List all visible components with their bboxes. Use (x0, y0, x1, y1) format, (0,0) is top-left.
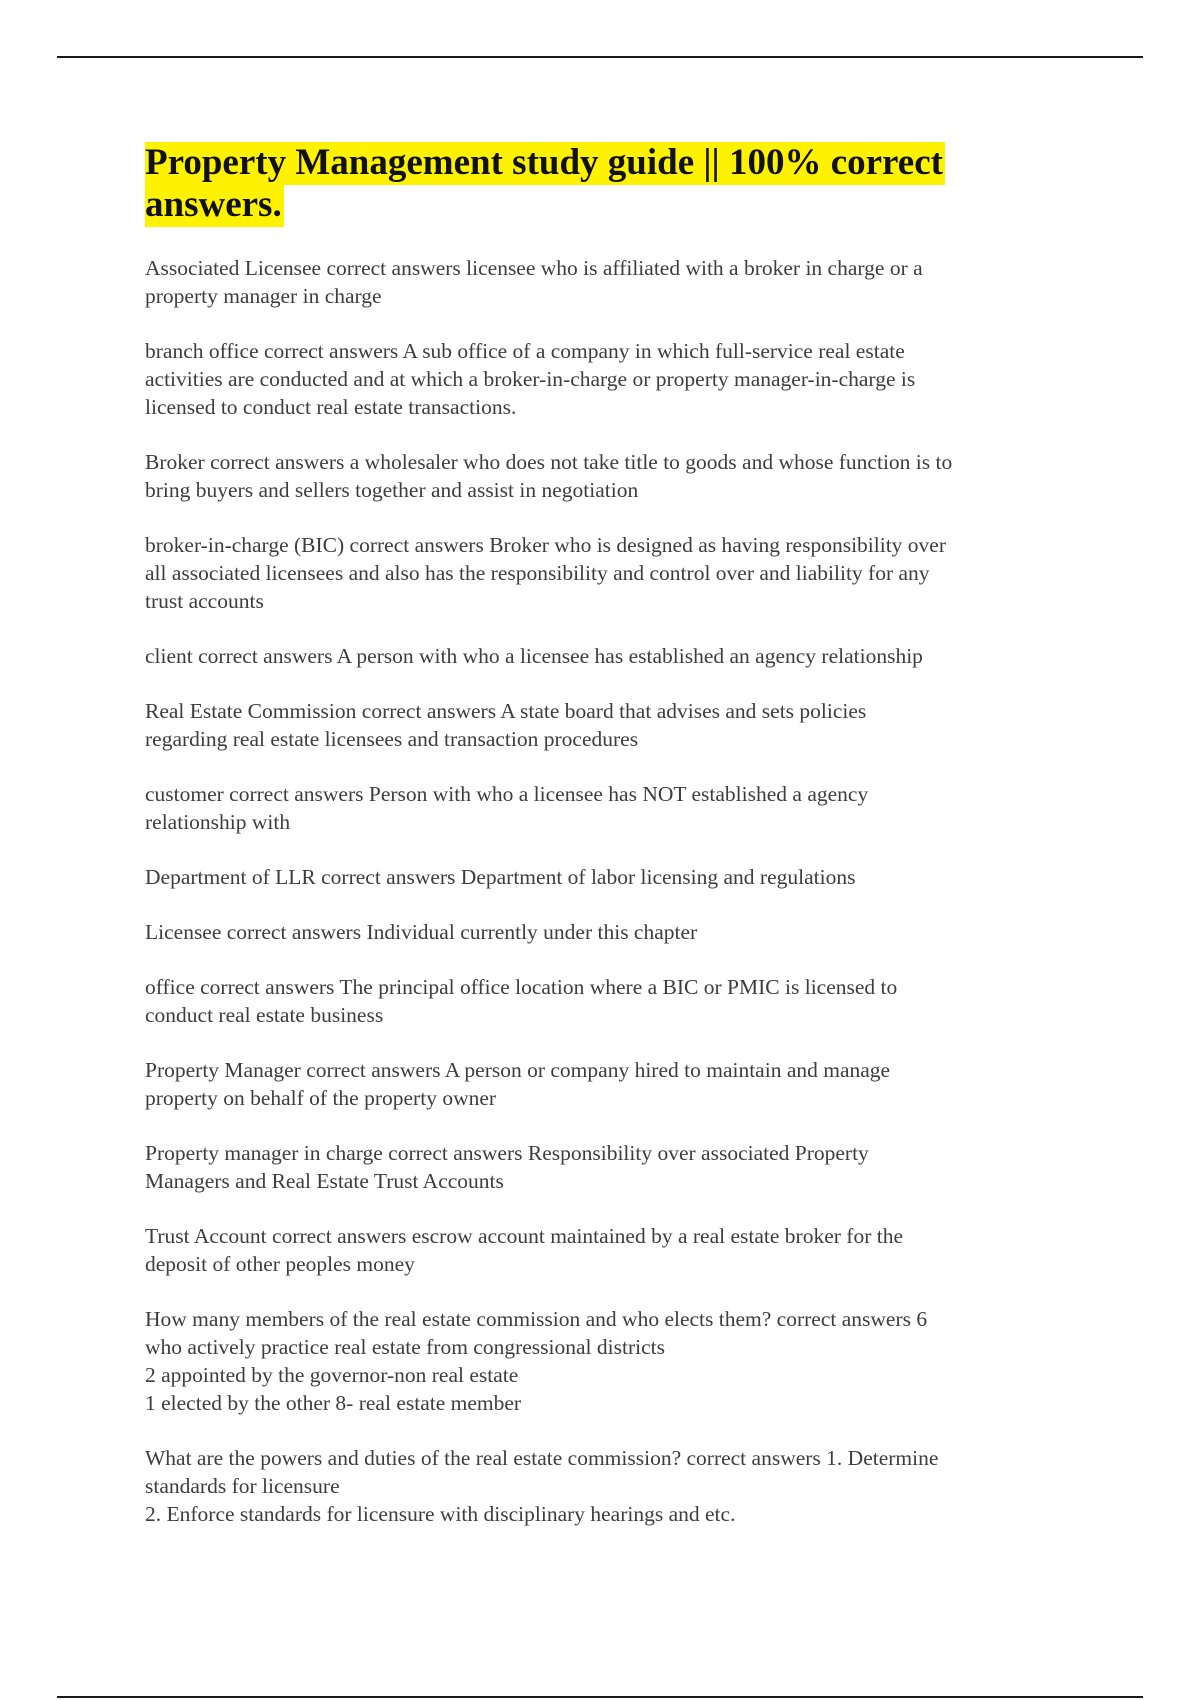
bottom-rule (57, 1696, 1143, 1698)
document-title (145, 142, 945, 226)
definition-line: trust accounts (145, 589, 264, 613)
document-body (145, 142, 1075, 1555)
definition-line: conduct real estate business (145, 1003, 384, 1027)
definition-entry (145, 1444, 1075, 1528)
definition-entry (145, 1305, 1075, 1417)
definition-line: licensed to conduct real estate transactions. (145, 395, 517, 419)
definition-list (145, 254, 1075, 1528)
definition-line: 2 appointed by the governor-non real estate (145, 1363, 519, 1387)
definition-line: Property manager in charge correct answers Responsibility over associated Property (145, 1141, 869, 1165)
definition-line: Department of LLR correct answers Department of labor licensing and regulations (145, 865, 856, 889)
definition-entry (145, 1139, 1075, 1195)
definition-line: all associated licensees and also has the responsibility and control over and liability for any (145, 561, 930, 585)
definition-line: standards for licensure (145, 1474, 340, 1498)
definition-line: branch office correct answers A sub office of a company in which full-service real estate (145, 339, 905, 363)
definition-line: bring buyers and sellers together and assist in negotiation (145, 478, 639, 502)
definition-line: Trust Account correct answers escrow account maintained by a real estate broker for the (145, 1224, 903, 1248)
definition-line: What are the powers and duties of the real estate commission? correct answers 1. Determine (145, 1446, 939, 1470)
document-title-highlight: Property Management study guide || 100% correct answers. (145, 142, 943, 225)
definition-line: who actively practice real estate from congressional districts (145, 1335, 665, 1359)
definition-entry (145, 531, 1075, 615)
definition-entry (145, 448, 1075, 504)
definition-line: deposit of other peoples money (145, 1252, 415, 1276)
definition-entry (145, 337, 1075, 421)
definition-line: customer correct answers Person with who a licensee has NOT established a agency (145, 782, 869, 806)
definition-line: Property Manager correct answers A person or company hired to maintain and manage (145, 1058, 891, 1082)
definition-entry (145, 1056, 1075, 1112)
definition-line: Associated Licensee correct answers licensee who is affiliated with a broker in charge or a (145, 256, 923, 280)
definition-entry (145, 642, 1075, 670)
definition-line: regarding real estate licensees and transaction procedures (145, 727, 639, 751)
definition-line: activities are conducted and at which a broker-in-charge or property manager-in-charge is (145, 367, 916, 391)
definition-entry (145, 254, 1075, 310)
definition-entry (145, 918, 1075, 946)
definition-line: Broker correct answers a wholesaler who does not take title to goods and whose function is to (145, 450, 953, 474)
definition-entry (145, 1222, 1075, 1278)
definition-entry (145, 973, 1075, 1029)
definition-entry (145, 780, 1075, 836)
definition-line: 1 elected by the other 8- real estate member (145, 1391, 522, 1415)
definition-line: broker-in-charge (BIC) correct answers Broker who is designed as having responsibility over (145, 533, 947, 557)
definition-line: client correct answers A person with who a licensee has established an agency relationship (145, 644, 923, 668)
definition-line: Managers and Real Estate Trust Accounts (145, 1169, 504, 1193)
definition-entry (145, 863, 1075, 891)
definition-line: 2. Enforce standards for licensure with disciplinary hearings and etc. (145, 1502, 736, 1526)
definition-entry (145, 697, 1075, 753)
top-rule (57, 56, 1143, 58)
definition-line: property on behalf of the property owner (145, 1086, 497, 1110)
definition-line: relationship with (145, 810, 291, 834)
definition-line: office correct answers The principal office location where a BIC or PMIC is licensed to (145, 975, 898, 999)
definition-line: property manager in charge (145, 284, 382, 308)
definition-line: How many members of the real estate commission and who elects them? correct answers 6 (145, 1307, 928, 1331)
definition-line: Licensee correct answers Individual currently under this chapter (145, 920, 698, 944)
definition-line: Real Estate Commission correct answers A state board that advises and sets policies (145, 699, 867, 723)
